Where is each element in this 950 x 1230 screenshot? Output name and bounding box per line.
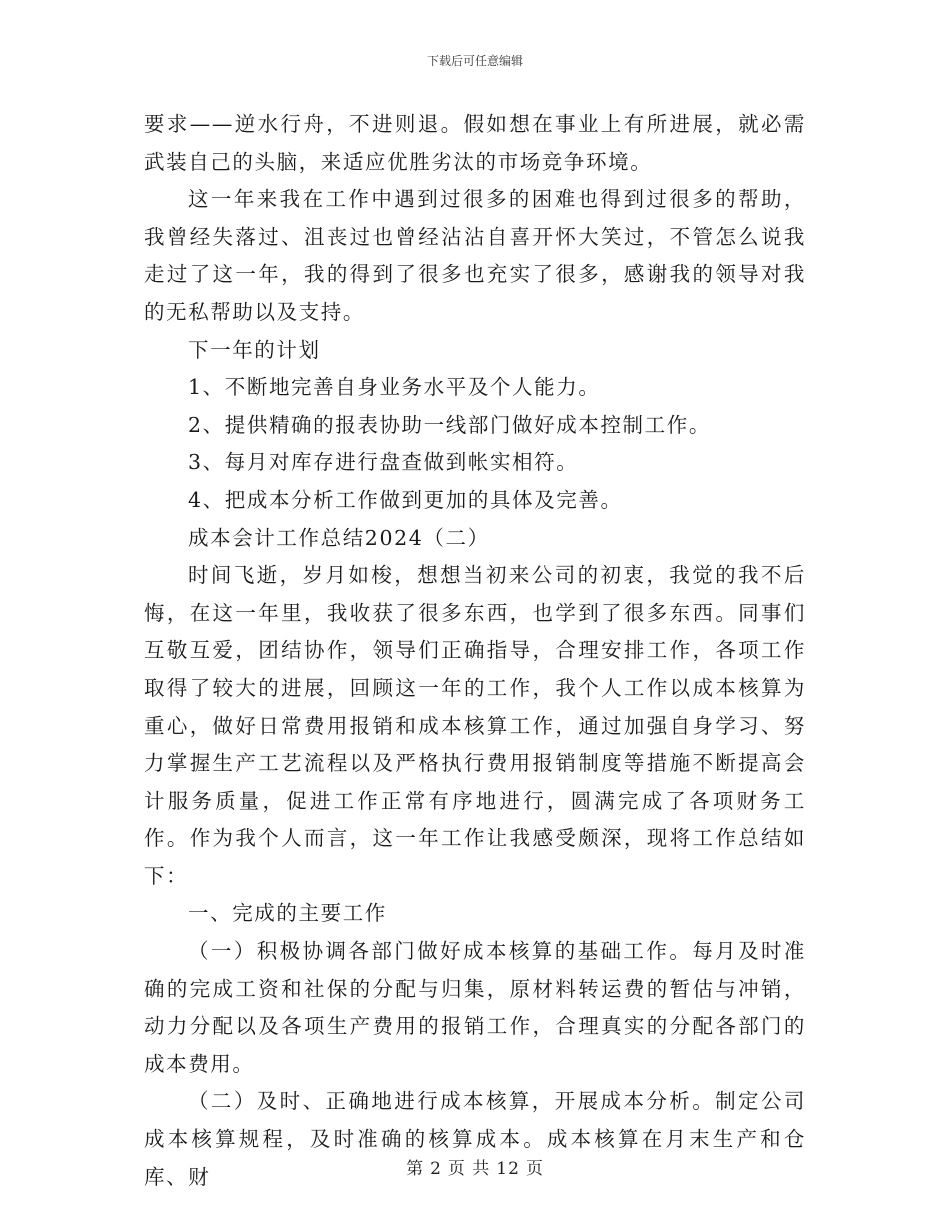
- paragraph-intro: 时间飞逝，岁月如梭，想想当初来公司的初衷，我觉的我不后悔，在这一年里，我收获了很多东西，也学到了很多东西。同事们互敬互爱，团结协作，领导们正确指导，合理安排工作，各项工作取得了较大的进展，回顾这一年的工作，我个人工作以成本核算为重心，做好日常费用报销和成本核算工作，通过加强自身学习、努力掌握生产工艺流程以及严格执行费用报销制度等措施不断提高会计服务质量，促进工作正常有序地进行，圆满完成了各项财务工作。作为我个人而言，这一年工作让我感受颇深，现将工作总结如下：: [144, 563, 806, 888]
- footer-suffix: 页: [525, 1159, 544, 1179]
- page-header: 下载后可任意编辑: [426, 54, 523, 68]
- plan-item-3: 3、每月对库存进行盘查做到帐实相符。: [188, 450, 579, 475]
- plan-item-1: 1、不断地完善自身业务水平及个人能力。: [188, 375, 601, 400]
- footer-page-number: 2: [430, 1159, 442, 1179]
- document-body: [144, 106, 806, 1196]
- footer-prefix: 第: [406, 1159, 425, 1179]
- footer-middle: 页 共: [447, 1159, 491, 1179]
- paragraph-work-2: （二）及时、正确地进行成本核算，开展成本分析。制定公司成本核算规程，及时准确的核算成本。成本核算在月末生产和仓库、财: [144, 1089, 806, 1189]
- paragraph-1: 要求——逆水行舟，不进则退。假如想在事业上有所进展，就必需武装自己的头脑，来适应优胜劣汰的市场竞争环境。: [144, 112, 806, 174]
- section-heading-1: 一、完成的主要工作: [188, 901, 387, 926]
- paragraph-work-1: （一）积极协调各部门做好成本核算的基础工作。每月及时准确的完成工资和社保的分配与归集，原材料转运费的暂估与冲销，动力分配以及各项生产费用的报销工作，合理真实的分配各部门的成本费用。: [144, 939, 806, 1076]
- footer-total-pages: 12: [496, 1159, 520, 1179]
- section-title: 成本会计工作总结2024（二）: [188, 525, 490, 550]
- page-footer: [0, 1154, 950, 1179]
- plan-item-4: 4、把成本分析工作做到更加的具体及完善。: [188, 487, 623, 512]
- paragraph-2: 这一年来我在工作中遇到过很多的困难也得到过很多的帮助，我曾经失落过、沮丧过也曾经沾沾自喜开怀大笑过，不管怎么说我走过了这一年，我的得到了很多也充实了很多，感谢我的领导对我的无私帮助以及支持。: [144, 187, 806, 324]
- plan-heading: 下一年的计划: [188, 337, 321, 362]
- plan-item-2: 2、提供精确的报表协助一线部门做好成本控制工作。: [188, 412, 711, 437]
